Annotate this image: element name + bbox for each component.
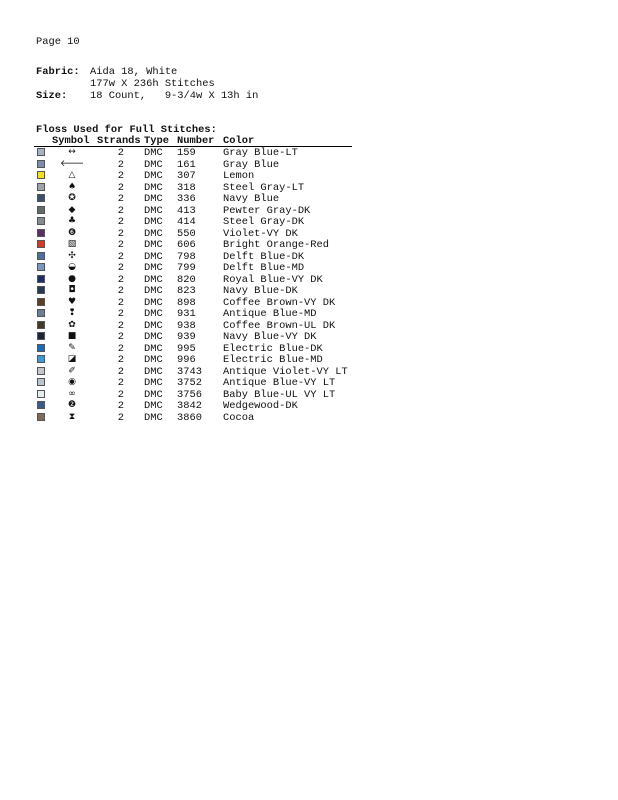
floss-table [34,135,352,423]
floss-type: DMC [144,285,163,297]
color-swatch [37,206,45,214]
floss-number: 3752 [177,377,202,389]
color-swatch [37,413,45,421]
strands-value: 2 [117,239,124,251]
color-swatch [37,344,45,352]
stitch-symbol-icon: ❷ [67,400,77,410]
floss-type: DMC [144,170,163,182]
floss-row [34,285,352,297]
stitch-symbol-icon: ♠ [67,181,77,192]
color-swatch [37,229,45,237]
floss-number: 3860 [177,411,202,424]
floss-color-name: Bright Orange-Red [223,239,330,251]
floss-row [34,389,352,401]
strands-value: 2 [117,365,124,378]
fabric-label: Fabric: [36,66,80,78]
stitch-symbol-icon: ● [68,273,76,284]
floss-row [34,366,352,378]
strands-value: 2 [117,296,124,309]
strands-value: 2 [117,170,124,182]
color-swatch [37,194,45,202]
stitch-symbol-icon: ■ [67,331,77,341]
strands-value: 2 [117,400,124,412]
floss-color-name: Delft Blue-MD [223,262,305,274]
stitch-symbol-icon: ▧ [67,239,77,249]
floss-row [34,320,352,332]
stitch-symbol-icon: ◪ [67,354,77,364]
floss-color-name: Electric Blue-DK [223,342,323,355]
color-swatch [37,252,45,260]
floss-color-name: Navy Blue-DK [223,285,298,297]
floss-color-name: Navy Blue-VY DK [223,331,317,343]
floss-color-name: Lemon [223,170,255,182]
floss-number: 159 [177,147,196,159]
floss-row [34,239,352,251]
color-swatch [37,183,45,191]
floss-type: DMC [144,158,163,171]
strands-value: 2 [117,227,124,240]
color-swatch [37,355,45,363]
floss-row [34,400,352,412]
header-number: Number [177,135,215,147]
floss-number: 413 [177,204,196,217]
floss-type: DMC [144,227,163,240]
color-swatch [37,160,45,168]
size-value: 18 Count, 9-3/4w X 13h in [90,90,259,102]
floss-row [34,274,352,286]
floss-row [34,182,352,194]
floss-number: 799 [177,262,196,274]
floss-row [34,205,352,217]
floss-number: 823 [177,285,196,297]
floss-number: 307 [177,170,196,182]
floss-number: 606 [177,239,196,251]
page-number: Page 10 [36,36,80,48]
floss-type: DMC [144,411,163,424]
stitch-symbol-icon: ⧗ [68,411,76,422]
header-strands: Strands [97,135,141,147]
strands-value: 2 [117,273,124,286]
strands-value: 2 [117,158,124,171]
floss-number: 318 [177,181,196,194]
floss-type: DMC [144,365,163,378]
floss-number: 996 [177,354,196,366]
floss-type: DMC [144,377,163,389]
floss-row [34,147,352,159]
floss-type: DMC [144,216,163,228]
floss-color-name: Coffee Brown-VY DK [223,296,336,309]
strands-value: 2 [117,250,124,263]
header-color: Color [223,135,255,147]
floss-number: 820 [177,273,196,286]
floss-row [34,228,352,240]
floss-row [34,216,352,228]
floss-type: DMC [144,250,163,263]
header-symbol: Symbol [52,135,90,147]
color-swatch [37,332,45,340]
floss-type: DMC [144,273,163,286]
floss-row [34,170,352,182]
floss-table-header [34,135,352,147]
floss-number: 938 [177,319,196,332]
floss-type: DMC [144,147,163,159]
strands-value: 2 [117,147,124,159]
floss-color-name: Steel Gray-LT [223,181,305,194]
stitch-symbol-icon: ❻ [67,227,77,238]
floss-number: 3756 [177,388,202,401]
floss-type: DMC [144,400,163,412]
color-swatch [37,367,45,375]
floss-row [34,251,352,263]
floss-color-name: Gray Blue [223,158,280,171]
stitch-symbol-icon: ↔ [68,147,76,157]
floss-number: 414 [177,216,196,228]
floss-number: 798 [177,250,196,263]
floss-row [34,343,352,355]
floss-type: DMC [144,181,163,194]
floss-number: 995 [177,342,196,355]
floss-type: DMC [144,342,163,355]
floss-color-name: Royal Blue-VY DK [223,273,323,286]
floss-type: DMC [144,204,163,217]
floss-color-name: Antique Violet-VY LT [223,365,348,378]
floss-color-name: Gray Blue-LT [223,147,298,159]
floss-row [34,193,352,205]
stitch-symbol-icon: ✐ [68,365,76,376]
strands-value: 2 [117,216,124,228]
floss-type: DMC [144,296,163,309]
stitch-symbol-icon: ◒ [68,262,76,272]
stitch-symbol-icon: ✿ [68,319,76,330]
stitch-symbol-icon: ∞ [68,388,76,399]
floss-row [34,297,352,309]
floss-number: 336 [177,193,196,205]
color-swatch [37,298,45,306]
color-swatch [37,309,45,317]
strands-value: 2 [117,204,124,217]
floss-row [34,308,352,320]
floss-type: DMC [144,331,163,343]
color-swatch [37,401,45,409]
color-swatch [37,275,45,283]
strands-value: 2 [117,319,124,332]
header-type: Type [144,135,169,147]
floss-color-name: Cocoa [223,411,255,424]
floss-color-name: Wedgewood-DK [223,400,298,412]
floss-row [34,412,352,424]
strands-value: 2 [117,354,124,366]
strands-value: 2 [117,331,124,343]
floss-color-name: Coffee Brown-UL DK [223,319,336,332]
floss-type: DMC [144,308,163,320]
floss-number: 550 [177,227,196,240]
strands-value: 2 [117,342,124,355]
floss-color-name: Antique Blue-VY LT [223,377,336,389]
floss-number: 3842 [177,400,202,412]
strands-value: 2 [117,388,124,401]
floss-number: 931 [177,308,196,320]
floss-color-name: Violet-VY DK [223,227,298,240]
floss-color-name: Pewter Gray-DK [223,204,311,217]
stitch-symbol-icon: ♣ [67,216,77,226]
stitch-symbol-icon: 🡐 [60,158,85,169]
floss-type: DMC [144,319,163,332]
color-swatch [37,217,45,225]
floss-number: 898 [177,296,196,309]
floss-row [34,331,352,343]
floss-number: 939 [177,331,196,343]
color-swatch [37,171,45,179]
floss-color-name: Steel Gray-DK [223,216,305,228]
floss-table-title: Floss Used for Full Stitches: [36,124,217,136]
floss-type: DMC [144,388,163,401]
color-swatch [37,378,45,386]
stitch-count: 177w X 236h Stitches [90,78,215,90]
floss-color-name: Navy Blue [223,193,280,205]
size-label: Size: [36,90,68,102]
stitch-symbol-icon: ◆ [68,204,76,215]
floss-row [34,354,352,366]
color-swatch [37,148,45,156]
strands-value: 2 [117,377,124,389]
strands-value: 2 [117,193,124,205]
floss-row [34,377,352,389]
floss-color-name: Electric Blue-MD [223,354,323,366]
strands-value: 2 [117,285,124,297]
floss-color-name: Delft Blue-DK [223,250,305,263]
floss-color-name: Baby Blue-UL VY LT [223,388,336,401]
floss-row [34,159,352,171]
stitch-symbol-icon: ✪ [68,193,76,203]
floss-number: 161 [177,158,196,171]
floss-type: DMC [144,354,163,366]
strands-value: 2 [117,411,124,424]
stitch-symbol-icon: ◉ [68,377,76,387]
color-swatch [37,390,45,398]
strands-value: 2 [117,181,124,194]
stitch-symbol-icon: ❢ [68,308,76,318]
color-swatch [37,321,45,329]
floss-rows [34,147,352,423]
stitch-symbol-icon: ◘ [68,285,76,295]
stitch-symbol-icon: ✣ [68,250,76,261]
floss-row [34,262,352,274]
stitch-symbol-icon: △ [68,170,76,180]
floss-color-name: Antique Blue-MD [223,308,317,320]
stitch-symbol-icon: ✎ [68,342,76,353]
color-swatch [37,263,45,271]
floss-type: DMC [144,193,163,205]
fabric-line [36,66,177,78]
floss-type: DMC [144,262,163,274]
color-swatch [37,286,45,294]
strands-value: 2 [117,262,124,274]
size-line [36,90,258,102]
floss-number: 3743 [177,365,202,378]
fabric-value: Aida 18, White [90,66,178,78]
floss-type: DMC [144,239,163,251]
color-swatch [37,240,45,248]
strands-value: 2 [117,308,124,320]
stitch-symbol-icon: ♥ [67,296,77,307]
